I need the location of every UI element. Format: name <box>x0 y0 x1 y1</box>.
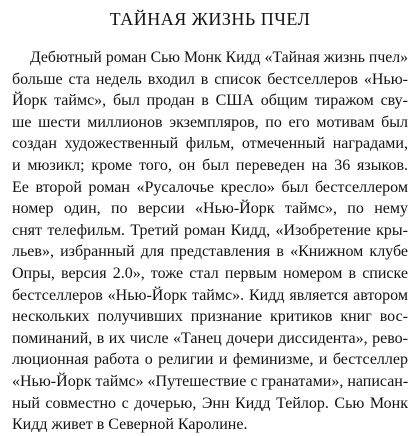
text-line: нескольких получивших признание критиков книг вос- <box>12 308 408 326</box>
text-line: и мюзикл; кроме того, он был переведен на 36 языков. <box>12 156 408 174</box>
text-line: ный совместно с дочерью, Энн Кидд Тейлор. Сью Монк <box>12 394 408 412</box>
author-bio-paragraph <box>12 47 408 436</box>
text-line: ше шести миллионов экземпляров, по его мотивам был <box>12 113 408 131</box>
text-line: создан художественный фильм, отмеченный наградами, <box>12 135 408 153</box>
page-title: ТАЙНАЯ ЖИЗНЬ ПЧЕЛ <box>109 9 311 29</box>
text-line: снят телефильм. Третий роман Кидд, «Изобретение кры- <box>12 221 408 239</box>
text-line: «Нью-Йорк таймс» «Путешествие с гранатами», написан- <box>12 372 409 390</box>
text-line: Кидд живет в Северной Каролине. <box>12 416 248 434</box>
text-line: льев», избранный для представления в «Книжном клубе <box>12 243 408 261</box>
text-line: Опры, версия 2.0», тоже стал первым номером в списке <box>12 264 408 282</box>
text-line: номер один, по версии «Нью-Йорк таймс», по нему <box>12 200 408 218</box>
text-line: больше ста недель входил в список бестселлеров «Нью- <box>12 70 408 88</box>
text-line: Ее второй роман «Русалочье кресло» был бестселлером <box>12 178 408 196</box>
text-line: люционная работа о религии и феминизме, и бестселлер <box>12 351 408 369</box>
text-line: бестселлеров «Нью-Йорк таймс». Кидд является автором <box>12 286 408 304</box>
text-line: поминаний, в их числе «Танец дочери диссидента», рево- <box>12 329 408 347</box>
text-line: Йорк таймс», был продан в США общим тиражом сву- <box>12 92 408 110</box>
text-line: Дебютный роман Сью Монк Кидд «Тайная жизнь пчел» <box>30 49 408 66</box>
